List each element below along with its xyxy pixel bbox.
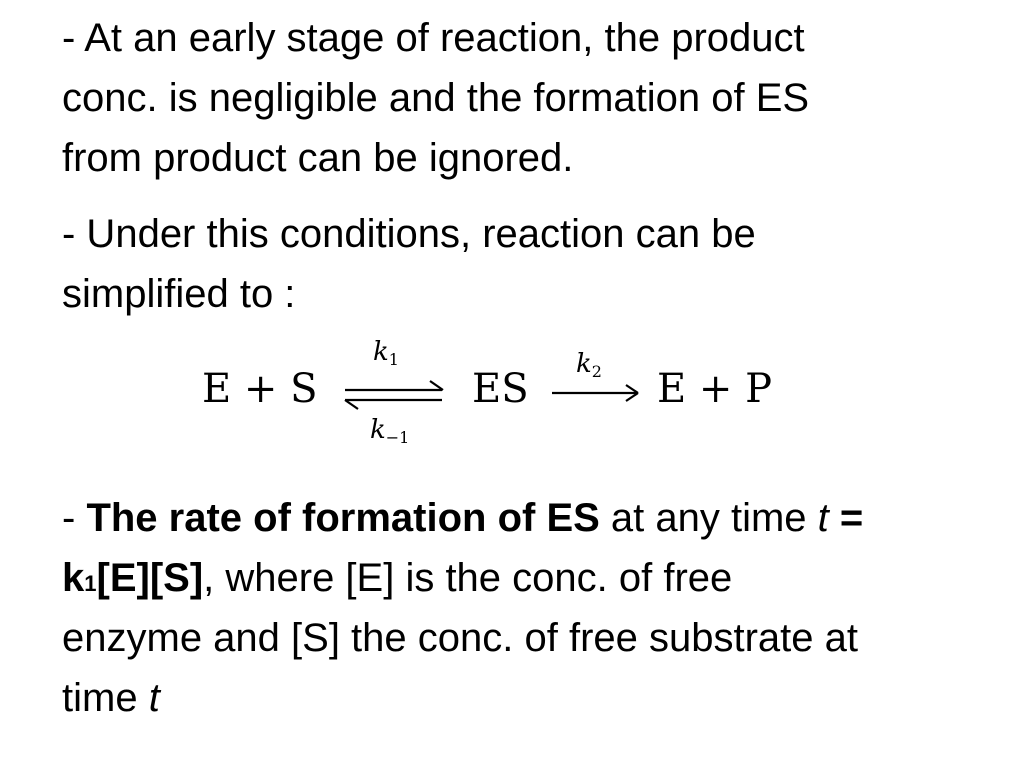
rate-constant-k1	[373, 337, 399, 369]
equation-reactants: E + S	[202, 366, 318, 412]
paragraph-early-stage	[62, 8, 809, 188]
equals-sign: =	[828, 496, 864, 540]
rate-constant-subscript: 1	[84, 571, 97, 596]
rate-constant-k: k	[62, 556, 85, 600]
paragraph-line: - Under this conditions, reaction can be	[62, 212, 756, 256]
text-segment: at any time	[599, 496, 818, 540]
time-variable: t	[148, 676, 160, 720]
text-segment: time	[62, 676, 149, 720]
paragraph-line	[62, 548, 863, 608]
paragraph-line: enzyme and [S] the conc. of free substrate at	[62, 616, 858, 660]
equation-products: E + P	[657, 366, 773, 412]
paragraph-simplified	[62, 204, 756, 324]
k2-symbol: k	[576, 349, 592, 379]
bold-phrase: The rate of formation of ES	[86, 496, 600, 540]
time-variable: t	[817, 496, 829, 540]
equation-complex: ES	[472, 366, 529, 412]
rate-constant-k2	[576, 349, 602, 381]
text-segment: , where [E] is the conc. of free	[203, 556, 733, 600]
paragraph-line: from product can be ignored.	[62, 136, 574, 180]
bullet-dash: -	[62, 496, 87, 540]
paragraph-line: simplified to :	[62, 272, 296, 316]
reaction-equation	[200, 334, 800, 454]
paragraph-line	[62, 668, 863, 728]
paragraph-rate-formation	[62, 488, 863, 728]
paragraph-line: - At an early stage of reaction, the product	[62, 16, 805, 60]
paragraph-line: conc. is negligible and the formation of ES	[62, 76, 810, 120]
k2-subscript: 2	[591, 362, 602, 381]
k1-subscript: 1	[388, 350, 399, 369]
paragraph-line	[62, 488, 863, 548]
rate-constant-k-minus-1	[370, 415, 409, 447]
k-minus1-subscript: −1	[385, 428, 410, 447]
equilibrium-arrow	[345, 381, 443, 409]
k-minus1-symbol: k	[370, 415, 386, 445]
k1-symbol: k	[373, 337, 389, 367]
forward-arrow	[552, 385, 638, 401]
rate-expression: [E][S]	[96, 556, 204, 600]
